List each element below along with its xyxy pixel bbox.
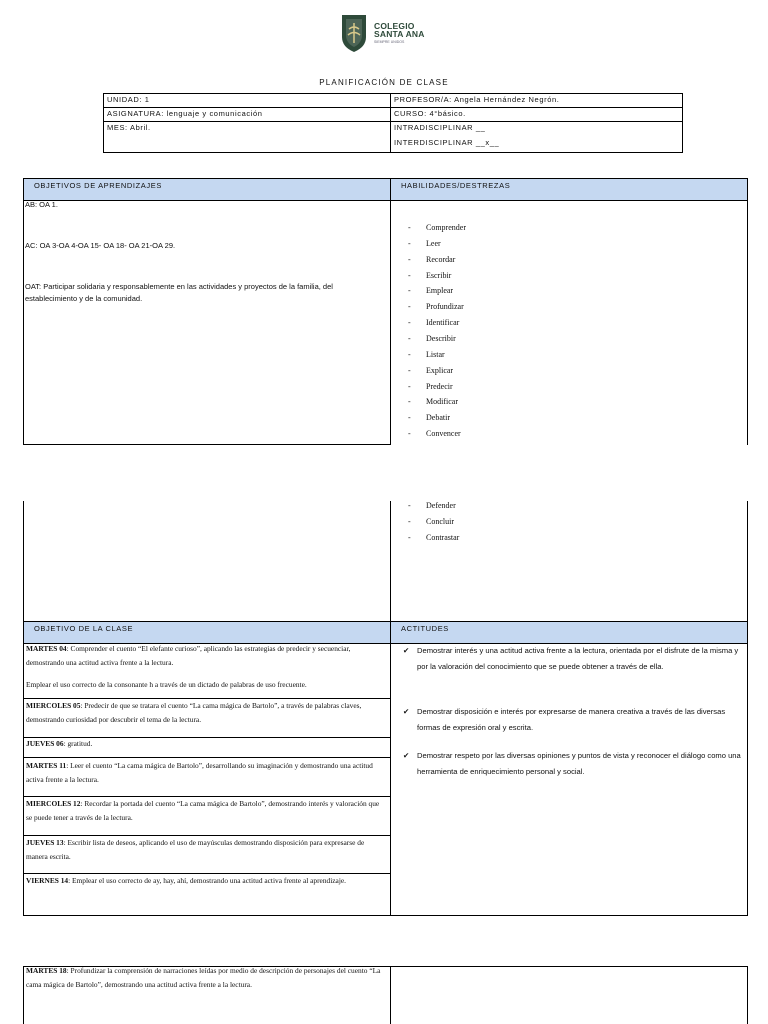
clase-entry (23, 964, 389, 993)
page2-left-box (23, 501, 391, 622)
skill-label: Modificar (426, 397, 458, 407)
skill-item (408, 220, 466, 236)
page2-right-border (747, 501, 748, 622)
bullet-dash-icon: - (408, 429, 411, 439)
bullet-dash-icon: - (408, 365, 411, 375)
clase-entry (23, 874, 389, 888)
bullet-dash-icon: - (408, 302, 411, 312)
bullet-dash-icon: - (408, 397, 411, 407)
right-border (747, 200, 748, 445)
bullet-dash-icon: - (408, 413, 411, 423)
bullet-dash-icon: - (408, 286, 411, 296)
bullet-dash-icon: - (408, 381, 411, 391)
skill-label: Identificar (426, 318, 460, 328)
skill-item (408, 426, 461, 442)
oa-oat: OAT: Participar solidaria y responsablemente en las actividades y proyectos de la familia, del establecimiento y de la comunidad. (25, 282, 333, 303)
skill-item (408, 498, 456, 514)
clase-day: MIERCOLES 12 (26, 799, 81, 808)
skill-label: Convencer (426, 429, 461, 439)
skill-label: Defender (426, 501, 456, 510)
clase-text: Emplear el uso correcto de la consonante h a través de un dictado de palabras de uso frecuente. (26, 680, 307, 689)
habilidades-header: HABILIDADES/DESTREZAS (390, 178, 748, 201)
actitudes-header: ACTITUDES (390, 621, 748, 644)
clase-text: : Predecir de que se tratara el cuento “La cama mágica de Bartolo”, a través de palabras claves, demostrando curiosidad por descubrir el tema de la lectura. (26, 701, 362, 725)
oa-ab: AB: OA 1. (25, 200, 58, 209)
bullet-dash-icon: - (408, 270, 411, 280)
skill-label: Escribir (426, 270, 452, 280)
bullet-dash-icon: - (408, 501, 411, 510)
clase-day: VIERNES 14 (26, 876, 69, 885)
clase-text: : Leer el cuento “La cama mágica de Bartolo”, desarrollando su imaginación y demostrando una actitud activa frente a la lectura. (26, 761, 373, 785)
bullet-dash-icon: - (408, 532, 411, 542)
logo-line3: SIEMPRE UNIDOS (374, 39, 405, 44)
disciplinar-cell (391, 122, 683, 153)
clase-day: JUEVES 06 (26, 739, 64, 748)
actitud-item (395, 704, 747, 735)
mes-cell: MES: Abril. (104, 122, 391, 153)
skill-item (408, 315, 459, 331)
clase-day: JUEVES 13 (26, 838, 64, 847)
clase-header: OBJETIVO DE LA CLASE (23, 621, 391, 644)
bullet-dash-icon: - (408, 318, 411, 328)
skill-item (408, 331, 456, 347)
skill-label: Recordar (426, 254, 456, 264)
clase-entry (23, 737, 389, 751)
skill-item (408, 268, 451, 284)
skill-label: Comprender (426, 223, 466, 232)
page3-right-box (390, 966, 748, 1024)
actitud-item (395, 643, 747, 674)
actitud-text: Demostrar interés y una actitud activa frente a la lectura, orientada por el disfrute de la misma y por la valoración del conocimiento que se puede obtener a través de ella. (417, 646, 739, 671)
skill-item (408, 252, 455, 268)
clase-entry (23, 836, 389, 865)
actitudes-box (390, 643, 748, 916)
actitud-text: Demostrar disposición e interés por expresarse de manera creativa a través de las diversas formas de expresión oral y escrita. (417, 707, 726, 732)
logo-line2: SANTA ANA (374, 29, 425, 40)
bullet-dash-icon: - (408, 254, 411, 264)
skill-label: Contrastar (426, 532, 460, 542)
asignatura-cell: ASIGNATURA: lenguaje y comunicación (104, 108, 391, 122)
profesor-cell: PROFESOR/A: Angela Hernández Negrón. (391, 94, 683, 108)
clase-entry (23, 759, 389, 788)
bullet-dash-icon: - (408, 349, 411, 359)
skill-label: Debatir (426, 413, 450, 423)
page-title: PLANIFICACIÓN DE CLASE (319, 78, 449, 87)
skill-label: Concluir (426, 516, 454, 526)
skill-label: Listar (426, 349, 445, 359)
skill-item (408, 299, 464, 315)
school-logo (340, 12, 440, 54)
skill-item (408, 394, 458, 410)
unidad-cell: UNIDAD: 1 (104, 94, 391, 108)
checkmark-icon: ✔ (403, 751, 410, 760)
oa-ac: AC: OA 3-OA 4-OA 15- OA 18- OA 21-OA 29. (25, 241, 176, 250)
clase-day: MIERCOLES 05 (26, 701, 81, 710)
skill-label: Predecir (426, 381, 453, 391)
shield-icon (340, 13, 368, 53)
clase-entry (23, 797, 389, 826)
skill-item (408, 530, 459, 546)
info-table (103, 93, 683, 153)
actitud-text: Demostrar respeto por las diversas opiniones y puntos de vista y reconocer el diálogo como una herramienta de enriquecimiento personal y social. (417, 751, 741, 776)
clase-day: MARTES 11 (26, 761, 67, 770)
clase-text: : Comprender el cuento “El elefante curioso”, aplicando las estrategias de predecir y secuenciar, demostrando una actitud activa frente a la lectura. (26, 644, 351, 668)
clase-day: MARTES 18 (26, 966, 67, 975)
skill-label: Emplear (426, 286, 454, 296)
checkmark-icon: ✔ (403, 707, 410, 716)
clase-day: MARTES 04 (26, 644, 67, 653)
bullet-dash-icon: - (408, 238, 411, 248)
skill-item (408, 347, 445, 363)
divider (23, 757, 391, 758)
bullet-dash-icon: - (408, 223, 411, 232)
clase-entry (23, 642, 389, 671)
clase-text: : Profundizar la comprensión de narraciones leídas por medio de descripción de personajes del cuento “La cama mágica de Bartolo”, demostrando una actitud activa frente a la lectura. (26, 966, 381, 990)
interdisciplinar: INTERDISCIPLINAR __x__ (394, 138, 500, 147)
checkmark-icon: ✔ (403, 646, 410, 655)
skill-label: Leer (426, 238, 441, 248)
skill-item (408, 283, 453, 299)
clase-entry (23, 678, 389, 692)
skill-label: Profundizar (426, 302, 464, 312)
clase-text: : Recordar la portada del cuento “La cama mágica de Bartolo”, demostrando interés y valoración que se puede tener a través de la lectura. (26, 799, 380, 823)
skill-label: Describir (426, 333, 456, 343)
clase-text: : Emplear el uso correcto de ay, hay, ahí, demostrando una actitud activa frente al aprendizaje. (68, 876, 347, 885)
skill-item (408, 363, 453, 379)
clase-text: : Escribir lista de deseos, aplicando el uso de mayúsculas demostrando disposición para expresarse de manera escrita. (26, 838, 365, 862)
objetivos-box (23, 200, 391, 445)
logo-line1: COLEGIO (374, 20, 415, 31)
clase-text: : gratitud. (63, 739, 93, 748)
skill-item (408, 379, 453, 395)
skill-label: Explicar (426, 365, 454, 375)
actitud-item (395, 748, 747, 779)
skill-item (408, 514, 454, 530)
objetivos-header: OBJETIVOS DE APRENDIZAJES (23, 178, 391, 201)
bullet-dash-icon: - (408, 516, 411, 526)
curso-cell: CURSO: 4°básico. (391, 108, 683, 122)
clase-entry (23, 699, 389, 728)
skill-item (408, 236, 441, 252)
skill-item (408, 410, 450, 426)
intradisciplinar: INTRADISCIPLINAR __ (394, 123, 486, 132)
bullet-dash-icon: - (408, 333, 411, 343)
